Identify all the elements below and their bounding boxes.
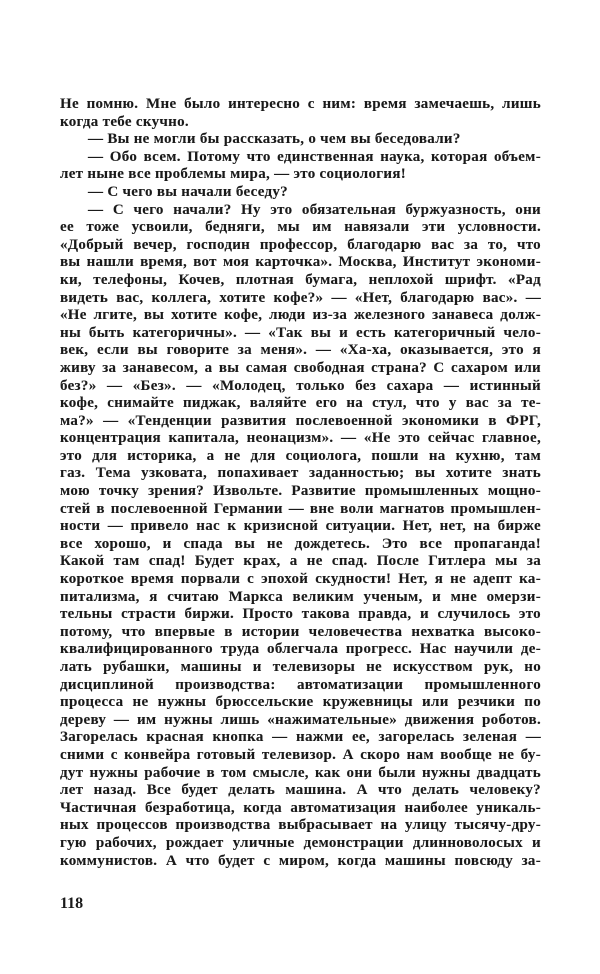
text-line: процесса не нужны брюссельские кружевницы или резчики по — [60, 694, 541, 711]
text-line: ма?» — «Тенденции развития послевоенной экономики в ФРГ, — [60, 412, 541, 429]
text-line: Не помню. Мне было интересно с ним: время замечаешь, лишь — [60, 96, 541, 112]
text-line: без?» — «Без». — «Молодец, только без сахара — истинный — [60, 377, 541, 394]
text-line: Какой там спад! Будет крах, а не спад. После Гитлера мы за — [60, 553, 541, 570]
text-line: мою точку зрения? Извольте. Развитие промышленных мощно- — [60, 483, 541, 500]
text-line: сними с конвейра готовый телевизор. А скоро нам вообще не бу- — [60, 746, 541, 763]
text-line: газ. Тема узковата, попахивает заданностью; вы хотите знать — [60, 465, 541, 482]
text-line: ности — привело нас к кризисной ситуации. Нет, нет, на бирже — [60, 518, 541, 535]
text-line: все хорошо, и спада вы не дождетесь. Это все пропаганда! — [60, 535, 541, 552]
text-line: лать рубашки, машины и телевизоры не искусством рук, но — [60, 659, 541, 675]
text-line: тельны страсти биржи. Просто такова правда, и случилось это — [60, 606, 541, 623]
text-line: кофе, снимайте пиджак, валяйте его на стул, что у вас за те- — [60, 395, 541, 412]
text-line: питализма, я считаю Маркса великим ученым, и мне омерзи- — [60, 588, 541, 605]
text-line: ее тоже усвоили, бедняги, мы им навязали эти условности. — [60, 219, 541, 236]
text-line: век, если вы говорите за меня». — «Ха-ха, оказывается, это я — [60, 342, 541, 359]
text-line: видеть вас, коллега, хотите кофе?» — «Нет, благодарю вас». — — [60, 289, 541, 306]
text-line: когда тебе скучно. — [60, 113, 189, 130]
text-line: ки, телефоны, Кочев, плотная бумага, неплохой шрифт. «Рад — [60, 271, 541, 288]
text-line: потому, что впервые в истории человечества нехватка высоко- — [60, 623, 541, 640]
text-line: лет ныне все проблемы мира, — это социология! — [60, 166, 407, 183]
text-line: — С чего вы начали беседу? — [88, 183, 288, 200]
text-line: — Обо всем. Потому что единственная наука, которая объем- — [88, 148, 541, 165]
text-line: — С чего начали? Ну это обязательная буржуазность, они — [88, 201, 541, 218]
text-line: ных процессов производства выбрасывает на улицу тысячу-дру- — [60, 817, 541, 834]
text-line: стей в послевоенной Германии — вне воли магнатов промышлен- — [60, 500, 541, 517]
text-line: «Не лгите, вы хотите кофе, люди из-за железного занавеса долж- — [60, 307, 541, 324]
text-line: дереву — им нужны лишь «нажимательные» движения роботов. — [60, 711, 541, 728]
page-number: 118 — [60, 895, 84, 912]
text-line: живу за занавесом, а вы самая свободная страна? С сахаром или — [60, 359, 541, 376]
text-line: лет назад. Все будет делать машина. А что делать человеку? — [60, 782, 541, 799]
text-line: Частичная безработица, когда автоматизация наиболее уникаль- — [60, 799, 541, 816]
text-line: гую рабочих, рождает уличные демонстрации длинноволосых и — [60, 834, 541, 851]
text-line: это для историка, а не для социолога, пошли на кухню, там — [60, 447, 541, 464]
page-text — [60, 96, 541, 870]
text-line: вы нашли время, вот моя карточка». Москва, Институт экономи- — [60, 254, 541, 271]
text-line: ны быть категоричны». — «Так вы и есть категоричный чело- — [60, 324, 541, 341]
text-line: Загорелась красная кнопка — нажми ее, загорелась зеленая — — [60, 729, 541, 746]
text-line: дут нужны рабочие в том смысле, как они были нужны двадцать — [60, 764, 541, 781]
text-line: короткое время порвали с эпохой скудности! Нет, я не адепт ка- — [60, 571, 541, 588]
text-line: «Добрый вечер, господин профессор, благодарю вас за то, что — [60, 236, 541, 253]
text-line: концентрация капитала, неонацизм». — «Не это сейчас главное, — [60, 430, 541, 447]
text-line: — Вы не могли бы рассказать, о чем вы беседовали? — [88, 131, 461, 148]
text-line: дисциплиной производства: автоматизации промышленного — [60, 676, 541, 693]
text-line: квалифицированного труда облегчала прогресс. Нас научили де- — [60, 641, 541, 658]
text-line: коммунистов. А что будет с миром, когда машины повсюду за- — [60, 852, 541, 869]
